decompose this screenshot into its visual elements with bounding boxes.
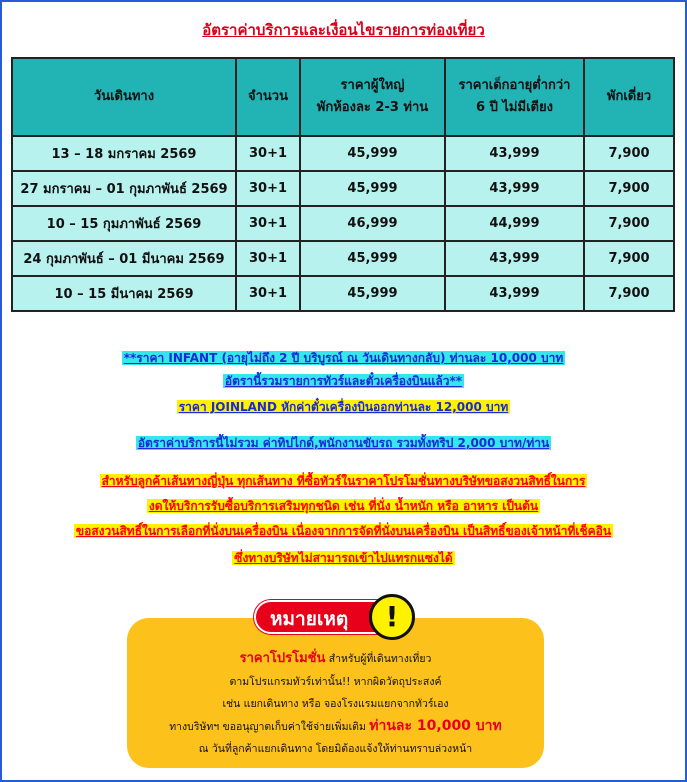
header-travel-date: วันเดินทาง — [12, 58, 236, 136]
exclamation-icon: ! — [369, 594, 415, 640]
joinland-note — [0, 397, 687, 417]
cell-child-price: 43,999 — [445, 171, 584, 206]
cell-child-price: 44,999 — [445, 206, 584, 241]
cell-single-price: 7,900 — [584, 136, 674, 171]
remark-line-2: ตามโปรแกรมทัวร์เท่านั้น!! หากผิดวัตถุประสงค์ — [229, 676, 442, 688]
remark-line-3: เช่น แยกเดินทาง หรือ จองโรงแรมแยกจากทัวร์เอง — [222, 698, 449, 710]
cell-child-price: 43,999 — [445, 241, 584, 276]
cell-single-price: 7,900 — [584, 171, 674, 206]
joinland-text: ราคา JOINLAND หักค่าตั๋วเครื่องบินออกท่านละ 12,000 บาท — [178, 400, 509, 414]
cell-date: 13 – 18 มกราคม 2569 — [12, 136, 236, 171]
cell-single-price: 7,900 — [584, 276, 674, 311]
cell-quantity: 30+1 — [236, 276, 300, 311]
remark-badge: หมายเหตุ — [254, 600, 404, 634]
cell-date: 24 กุมภาพันธ์ – 01 มีนาคม 2569 — [12, 241, 236, 276]
page-title: อัตราค่าบริการและเงื่อนไขรายการท่องเที่ยว — [202, 21, 485, 39]
cell-single-price: 7,900 — [584, 206, 674, 241]
header-child-price: ราคาเด็กอายุต่ำกว่า 6 ปี ไม่มีเตียง — [445, 58, 584, 136]
remark-line-5: ณ วันที่ลูกค้าแยกเดินทาง โดยมิต้องแจ้งให้ท่านทราบล่วงหน้า — [198, 743, 473, 755]
remark-line-4-text: ทางบริษัทฯ ขออนุญาตเก็บค่าใช้จ่ายเพิ่มเติม — [169, 721, 370, 733]
header-adult-price: ราคาผู้ใหญ่ พักห้องละ 2-3 ท่าน — [300, 58, 445, 136]
cell-quantity: 30+1 — [236, 171, 300, 206]
infant-price-note — [0, 348, 687, 368]
cell-child-price: 43,999 — [445, 276, 584, 311]
cell-child-price: 43,999 — [445, 136, 584, 171]
table-row — [12, 241, 674, 276]
cell-quantity: 30+1 — [236, 136, 300, 171]
japan-condition-text-4: ซึ่งทางบริษัทไม่สามารถเข้าไปแทรกแซงได้ — [234, 551, 453, 565]
cell-adult-price: 45,999 — [300, 136, 445, 171]
cell-date: 27 มกราคม – 01 กุมภาพันธ์ 2569 — [12, 171, 236, 206]
table-row — [12, 276, 674, 311]
infant-price-text: **ราคา INFANT (อายุไม่ถึง 2 ปี บริบูรณ์ ณ วันเดินทางกลับ) ท่านละ 10,000 บาท — [123, 351, 564, 365]
japan-condition-line-3 — [0, 521, 687, 541]
promo-price-label: ราคาโปรโมชั่น — [239, 651, 326, 666]
included-text: อัตรานี้รวมรายการทัวร์และตั๋วเครื่องบินแล้ว** — [224, 374, 463, 388]
cell-quantity: 30+1 — [236, 241, 300, 276]
remark-line-1-text: สำหรับผู้ที่เดินทางเที่ยว — [325, 653, 432, 665]
included-note — [0, 371, 687, 391]
cell-adult-price: 46,999 — [300, 206, 445, 241]
japan-condition-text-3: ขอสงวนสิทธิ์ในการเลือกที่นั่งบนเครื่องบิน เนื่องจากการจัดที่นั่งบนเครื่องบิน เป็นสิทธิ์ของเจ้าหน้าที่เช็คอิน — [75, 524, 612, 538]
surcharge-amount: ท่านละ 10,000 บาท — [369, 718, 502, 734]
price-table — [11, 57, 675, 312]
remark-line-1 — [127, 649, 544, 669]
header-single-supplement: พักเดี่ยว — [584, 58, 674, 136]
cell-single-price: 7,900 — [584, 241, 674, 276]
japan-condition-line-1 — [0, 471, 687, 491]
price-table-header — [12, 58, 674, 136]
remark-line-4 — [127, 716, 544, 737]
japan-condition-line-4 — [0, 548, 687, 568]
table-row — [12, 206, 674, 241]
cell-adult-price: 45,999 — [300, 241, 445, 276]
header-quantity: จำนวน — [236, 58, 300, 136]
table-row — [12, 136, 674, 171]
table-row — [12, 171, 674, 206]
excluded-note — [0, 433, 687, 453]
japan-condition-text-2: งดให้บริการรับซื้อบริการเสริมทุกชนิด เช่น ที่นั่ง น้ำหนัก หรือ อาหาร เป็นต้น — [148, 499, 539, 513]
japan-condition-line-2 — [0, 496, 687, 516]
cell-quantity: 30+1 — [236, 206, 300, 241]
cell-date: 10 – 15 กุมภาพันธ์ 2569 — [12, 206, 236, 241]
cell-date: 10 – 15 มีนาคม 2569 — [12, 276, 236, 311]
excluded-text: อัตราค่าบริการนี้ไม่รวม ค่าทิปไกด์,พนักงานขับรถ รวมทั้งทริป 2,000 บาท/ท่าน — [137, 436, 550, 450]
cell-adult-price: 45,999 — [300, 276, 445, 311]
cell-adult-price: 45,999 — [300, 171, 445, 206]
japan-condition-text-1: สำหรับลูกค้าเส้นทางญี่ปุ่น ทุกเส้นทาง ที่ซื้อทัวร์ในราคาโปรโมชั่นทางบริษัทขอสงวนสิทธิ์ในการ — [101, 474, 586, 488]
